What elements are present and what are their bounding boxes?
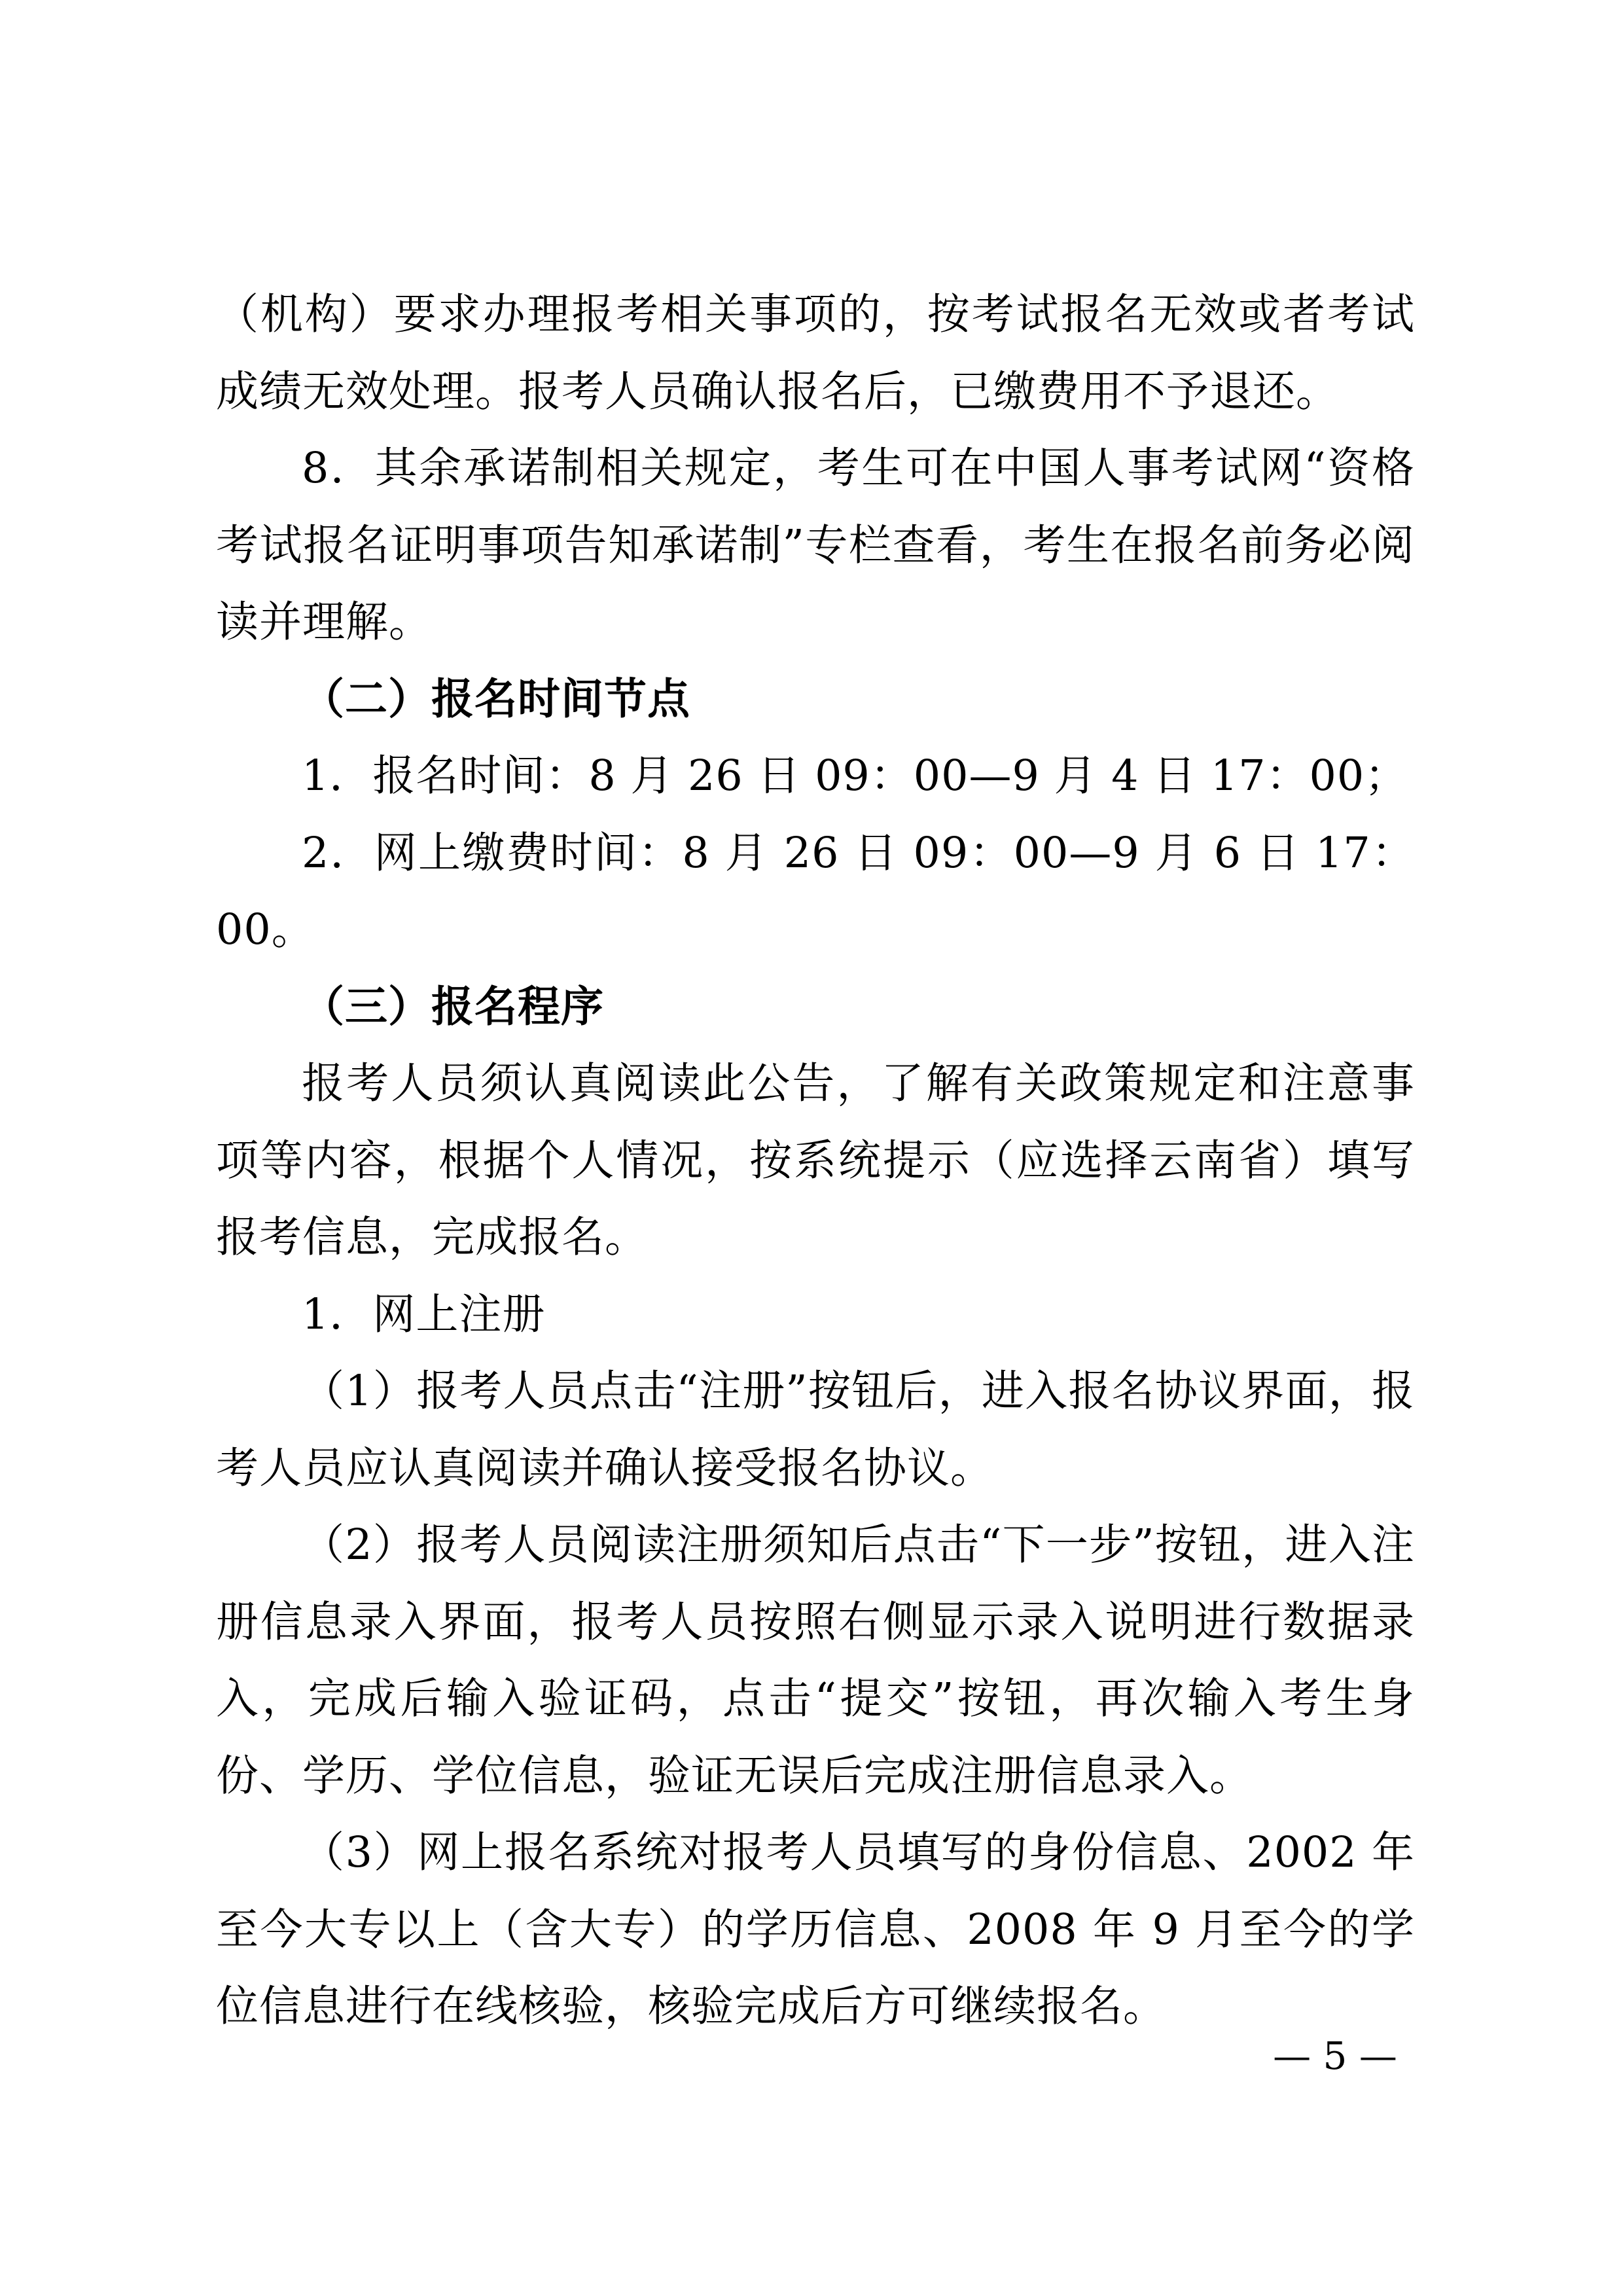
page-footer xyxy=(1237,2034,1433,2078)
paragraph: （3）网上报名系统对报考人员填写的身份信息、2002 年至今大专以上（含大专）的学历信息、2008 年 9 月至今的学位信息进行在线核验，核验完成后方可继续报名。 xyxy=(216,1828,1415,2031)
paragraph: 报考人员须认真阅读此公告，了解有关政策规定和注意事项等内容，根据个人情况，按系统提示（应选择云南省）填写报考信息，完成报名。 xyxy=(216,1059,1415,1262)
paragraph: （机构）要求办理报考相关事项的，按考试报名无效或者考试成绩无效处理。报考人员确认报名后，已缴费用不予退还。 xyxy=(216,290,1415,416)
paragraph: （2）报考人员阅读注册须知后点击“下一步”按钮，进入注册信息录入界面，报考人员按照右侧显示录入说明进行数据录入，完成后输入验证码，点击“提交”按钮，再次输入考生身份、学历、学位信息，验证无误后完成注册信息录入。 xyxy=(216,1520,1415,1801)
paragraph: 1．网上注册 xyxy=(302,1289,546,1339)
section-heading: （二）报名时间节点 xyxy=(302,673,691,724)
paragraph: （1）报考人员点击“注册”按钮后，进入报名协议界面，报考人员应认真阅读并确认接受报名协议。 xyxy=(216,1367,1415,1493)
document-body xyxy=(216,276,1415,2045)
paragraph: 8．其余承诺制相关规定，考生可在中国人事考试网“资格考试报名证明事项告知承诺制”专栏查看，考生在报名前务必阅读并理解。 xyxy=(216,444,1415,647)
paragraph: 1．报名时间：8 月 26 日 09：00—9 月 4 日 17：00； xyxy=(302,751,1408,800)
paragraph: 2．网上缴费时间：8 月 26 日 09：00—9 月 6 日 17：00。 xyxy=(216,828,1415,954)
page-number: — 5 — xyxy=(1273,2034,1397,2078)
section-heading: （三）报名程序 xyxy=(302,981,605,1031)
